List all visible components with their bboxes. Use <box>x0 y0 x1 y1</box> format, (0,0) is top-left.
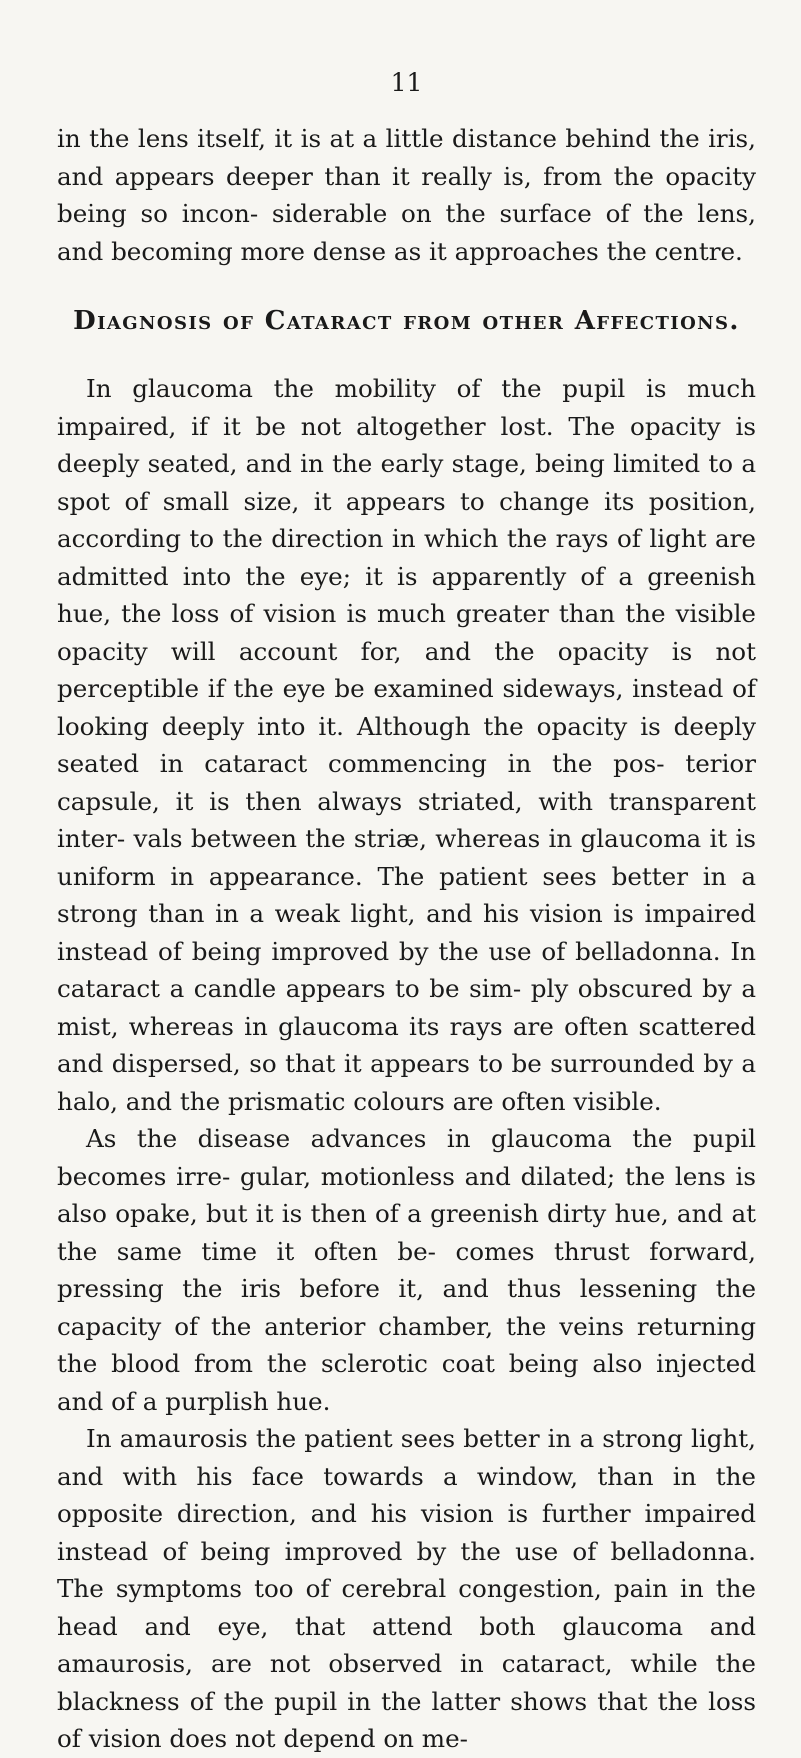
section-heading: Diagnosis of Cataract from other Affections. <box>73 306 740 336</box>
paragraph-glaucoma: In glaucoma the mobility of the pupil is much impaired, if it be not altogether lost. The opacity is deeply seated, and in the early stage, being limited to a spot of small size, it appears to change its position, according to the direction in which the rays of light are admitted into the eye; it is apparently of a greenish hue, the loss of vision is much greater than the visible opacity will account for, and the opacity is not perceptible if the eye be examined sideways, instead of looking deeply into it. Although the opacity is deeply seated in cataract commencing in the pos- terior capsule, it is then always striated, with transparent inter- vals between the striæ, whereas in glaucoma it is uniform in appearance. The patient sees better in a strong than in a weak light, and his vision is impaired instead of being improved by the use of belladonna. In cataract a candle appears to be sim- ply obscured by a mist, whereas in glaucoma its rays are often scattered and dispersed, so that it appears to be surrounded by a halo, and the prismatic colours are often visible. <box>57 374 756 1116</box>
intro-paragraph: in the lens itself, it is at a little distance behind the iris, and appears deeper than it really is, from the opacity being so incon- siderable on the surface of the lens, and becoming more dense as it approaches the centre. <box>57 124 756 266</box>
paragraph-amaurosis: In amaurosis the patient sees better in a strong light, and with his face towards a window, than in the opposite direction, and his vision is further impaired instead of being improved by the use of belladonna. The symptoms too of cerebral congestion, pain in the head and eye, that attend both glaucoma and amaurosis, are not observed in cataract, while the blackness of the pupil in the latter shows that the loss of vision does not depend on me- <box>57 1424 756 1753</box>
page-number: 11 <box>390 68 423 97</box>
paragraph-glaucoma-advanced: As the disease advances in glaucoma the pupil becomes irre- gular, motionless and dilated; the lens is also opake, but it is then of a greenish dirty hue, and at the same time it often be- comes thrust forward, pressing the iris before it, and thus lessening the capacity of the anterior chamber, the veins returning the blood from the sclerotic coat being also injected and of a purplish hue. <box>57 1124 756 1416</box>
